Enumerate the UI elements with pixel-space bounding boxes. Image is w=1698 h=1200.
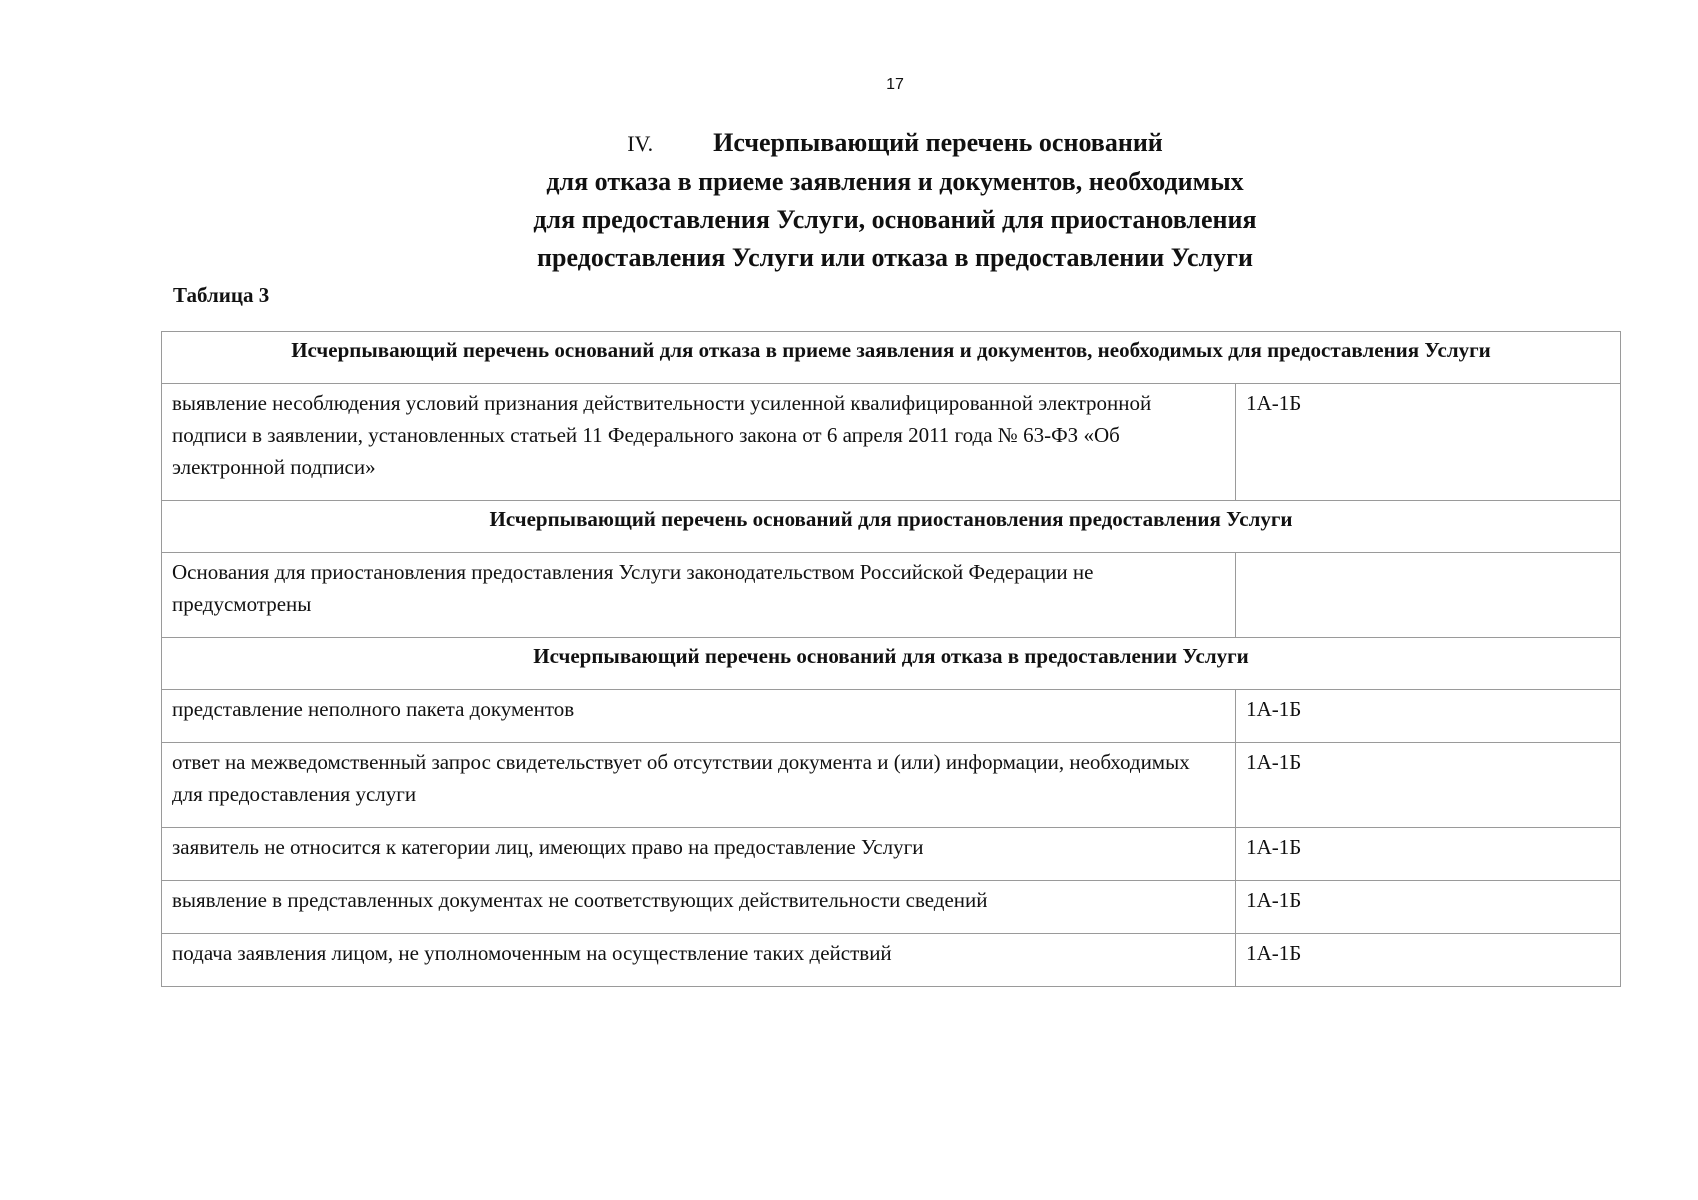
section-title-line-1: Исчерпывающий перечень оснований [713,128,1163,157]
section-number: IV. [627,131,654,156]
table-row [162,881,1621,934]
reason-cell: подача заявления лицом, не уполномоченным на осуществление таких действий [162,934,1236,987]
reason-cell: Основания для приостановления предоставления Услуги законодательством Российской Федерации не предусмотрены [162,553,1236,638]
reason-cell: заявитель не относится к категории лиц, имеющих право на предоставление Услуги [162,828,1236,881]
table-row [162,743,1621,828]
table-row [162,690,1621,743]
section-title-line-2: для отказа в приеме заявления и документов, необходимых [546,167,1244,196]
page-number: 17 [886,76,904,93]
code-cell: 1А-1Б [1236,934,1621,987]
table-row [162,384,1621,501]
reason-cell: ответ на межведомственный запрос свидетельствует об отсутствии документа и (или) информации, необходимых для предоставления услуги [162,743,1236,828]
section-title-line-4: предоставления Услуги или отказа в предоставлении Услуги [537,243,1253,272]
section-heading-line [0,124,1698,163]
reason-cell: представление неполного пакета документов [162,690,1236,743]
code-cell: 1А-1Б [1236,828,1621,881]
code-cell: 1А-1Б [1236,690,1621,743]
section-heading [0,124,1698,277]
code-cell: 1А-1Б [1236,743,1621,828]
table-row [162,828,1621,881]
table-group-header [162,332,1621,384]
code-cell: 1А-1Б [1236,384,1621,501]
group-title-refusal-to-provide: Исчерпывающий перечень оснований для отказа в предоставлении Услуги [162,638,1621,690]
table-row [162,553,1621,638]
code-cell [1236,553,1621,638]
group-title-refusal-to-accept: Исчерпывающий перечень оснований для отказа в приеме заявления и документов, необходимых для предоставления Услуги [162,332,1621,384]
table-group-header [162,501,1621,553]
table-caption: Таблица 3 [173,283,270,307]
reason-cell: выявление несоблюдения условий признания действительности усиленной квалифицированной электронной подписи в заявлении, установленных статьей 11 Федерального закона от 6 апреля 2011 года № 63-ФЗ «Об электронной подписи» [162,384,1236,501]
group-title-suspension: Исчерпывающий перечень оснований для приостановления предоставления Услуги [162,501,1621,553]
reason-cell: выявление в представленных документах не соответствующих действительности сведений [162,881,1236,934]
code-cell: 1А-1Б [1236,881,1621,934]
grounds-table [161,331,1621,987]
table-row [162,934,1621,987]
table-group-header [162,638,1621,690]
section-title-line-3: для предоставления Услуги, оснований для приостановления [533,205,1257,234]
